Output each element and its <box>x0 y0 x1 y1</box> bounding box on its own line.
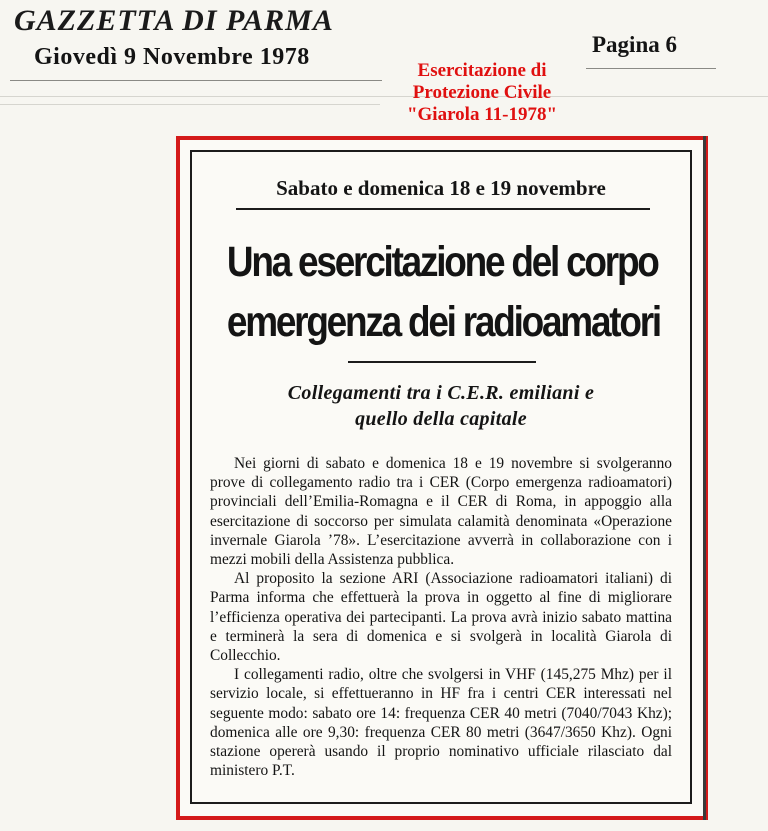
headline-line: emergenza dei radioamatori <box>226 298 660 346</box>
article-headline <box>226 232 660 352</box>
caption-line: Esercitazione di <box>417 60 547 81</box>
article-subheading <box>192 380 690 432</box>
page-number: Pagina 6 <box>592 32 677 57</box>
article-paragraph: I collegamenti radio, oltre che svolgersi in VHF (145,275 Mhz) per il servizio locale, si effettueranno in HF fra i centri CER interessati nel seguente modo: sabato ore 14: frequenza CER 40 metri (7040/7043 Khz); domenica alle ore 9,30: frequenza CER 80 metri (3647/3650 Khz). Ogni stazione opererà usando il proprio nominativo ufficiale rilasciato dal ministero P.T. <box>210 666 672 780</box>
subheading-line: Collegamenti tra i C.E.R. emiliani e <box>287 382 595 404</box>
article-paragraph: Al proposito la sezione ARI (Associazione radioamatori italiani) di Parma informa che effettuerà la prova in oggetto al fine di migliorare l’efficienza operativa dei partecipanti. La prova avrà inizio sabato mattina e terminerà la sera di domenica e si svolgerà in località Giarola di Collecchio. <box>210 570 672 665</box>
article-border <box>190 150 692 804</box>
kicker-divider <box>236 208 650 210</box>
article-kicker: Sabato e domenica 18 e 19 novembre <box>276 176 606 200</box>
event-caption <box>382 60 582 126</box>
article-body <box>210 454 672 780</box>
newspaper-masthead: GAZZETTA DI PARMA <box>14 4 334 37</box>
headline-line: Una esercitazione del corpo <box>226 238 658 286</box>
publication-date: Giovedì 9 Novembre 1978 <box>34 44 310 70</box>
header-rule-right <box>586 68 716 69</box>
caption-line: "Giarola 11-1978" <box>406 104 558 125</box>
caption-line: Protezione Civile <box>412 82 552 103</box>
header-rule-left <box>10 80 382 81</box>
subheading-line: quello della capitale <box>355 408 527 430</box>
clipping-shadow-edge <box>703 136 706 820</box>
article-clipping <box>176 136 708 820</box>
scan-artifact-line <box>0 104 380 105</box>
article-paragraph: Nei giorni di sabato e domenica 18 e 19 novembre si svolgeranno prove di collegamento radio tra i CER (Corpo emergenza radioamatori) provinciali dell’Emilia-Romagna e il CER di Roma, in appoggio alla esercitazione di soccorso per simulata calamità denominata «Operazione invernale Giarola ’78». L’esercitazione avverrà in collaborazione con i mezzi mobili della Assistenza pubblica. <box>210 455 672 569</box>
headline-divider <box>348 361 536 363</box>
